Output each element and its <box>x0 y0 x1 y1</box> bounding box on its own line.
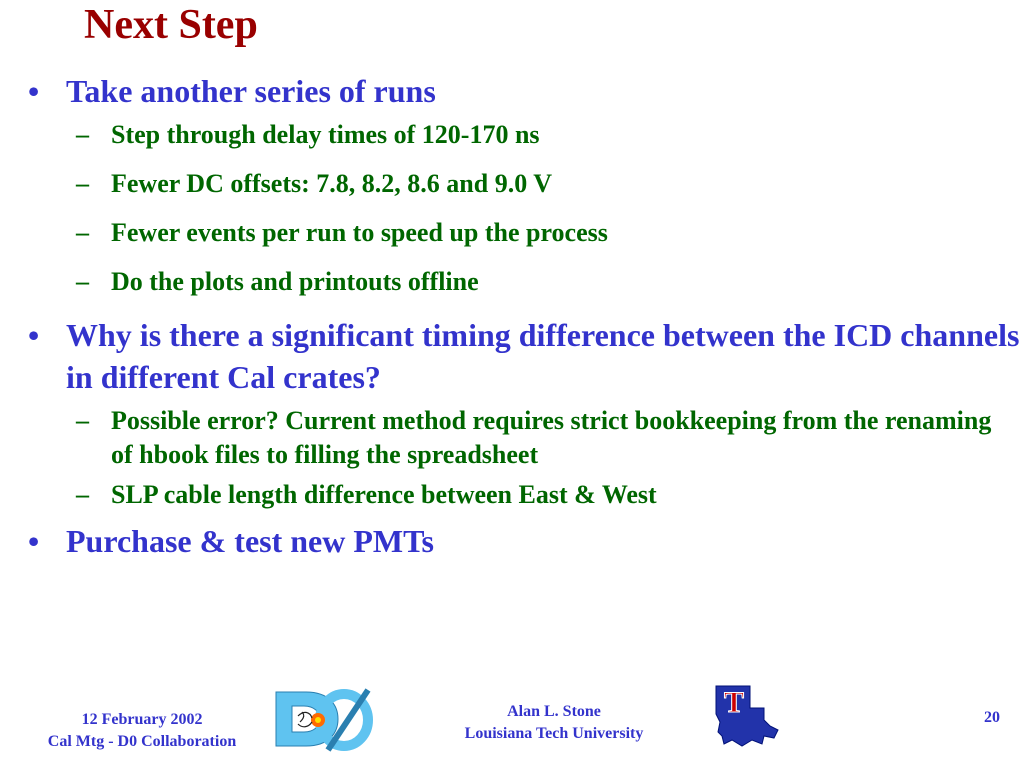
footer-date: 12 February 2002 <box>81 711 203 728</box>
footer-meeting: Cal Mtg - D0 Collaboration <box>47 733 237 750</box>
footer-author: Alan L. Stone <box>507 703 601 720</box>
sub-bullet-item <box>0 478 1024 512</box>
sub-bullet-text: Fewer events per run to speed up the process <box>111 218 608 247</box>
dash-marker: – <box>76 480 89 509</box>
dash-marker: – <box>76 406 89 435</box>
sub-bullet-text: Fewer DC offsets: 7.8, 8.2, 8.6 and 9.0 V <box>111 169 552 198</box>
bullet-item <box>0 70 1024 112</box>
bullet-text: Take another series of runs <box>66 73 436 109</box>
sub-bullet-text: SLP cable length difference between East & West <box>111 480 657 509</box>
sub-bullet-text: Step through delay times of 120-170 ns <box>111 120 540 149</box>
page-number: 20 <box>984 709 1000 726</box>
dash-marker: – <box>76 120 89 149</box>
bullet-marker: • <box>28 73 40 109</box>
bullet-item <box>0 520 1024 562</box>
footer-date-block <box>16 709 268 753</box>
sub-bullet-text: Possible error? Current method requires strict bookkeeping from the renaming of hbook files to filling the spreadsheet <box>111 406 992 469</box>
slide-content <box>0 70 1024 562</box>
sub-bullet-text: Do the plots and printouts offline <box>111 267 479 296</box>
latech-logo <box>712 682 782 752</box>
bullet-item <box>0 314 1024 398</box>
bullet-marker: • <box>28 317 40 353</box>
sub-bullet-item <box>0 404 1024 472</box>
sub-bullet-item <box>0 118 1024 152</box>
dash-marker: – <box>76 218 89 247</box>
bullet-text: Purchase & test new PMTs <box>66 523 434 559</box>
slide-title: Next Step <box>84 2 258 48</box>
footer-institution: Louisiana Tech University <box>464 725 644 742</box>
bullet-text: Why is there a significant timing difference between the ICD channels in different Cal crates? <box>66 317 1020 395</box>
dash-marker: – <box>76 267 89 296</box>
sub-bullet-item <box>0 265 1024 299</box>
sub-bullet-item <box>0 167 1024 201</box>
latech-logo-letter: T <box>723 686 745 719</box>
d0-logo <box>272 686 374 752</box>
sub-bullet-item <box>0 216 1024 250</box>
bullet-marker: • <box>28 523 40 559</box>
dash-marker: – <box>76 169 89 198</box>
footer-author-block <box>420 701 688 745</box>
